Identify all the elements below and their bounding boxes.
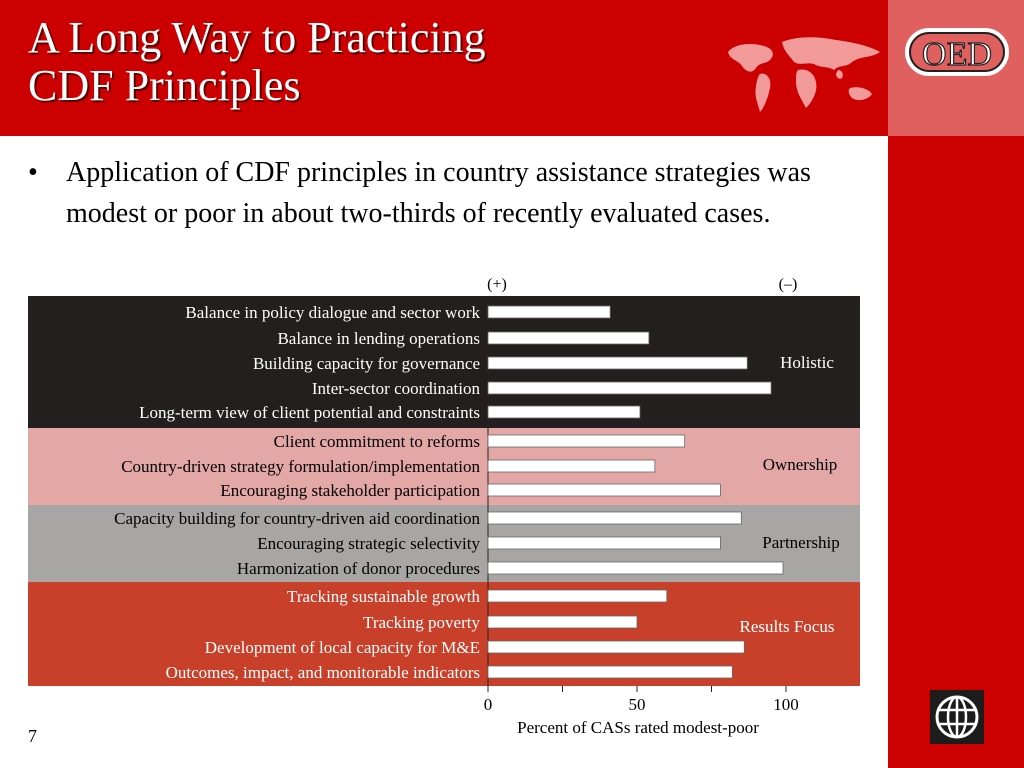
bullet-icon: • xyxy=(28,157,38,188)
bar xyxy=(488,562,783,574)
bar xyxy=(488,357,747,369)
category-label: Capacity building for country-driven aid coordination xyxy=(114,509,480,528)
category-label: Harmonization of donor procedures xyxy=(236,559,480,578)
oed-logo-text: OED xyxy=(922,36,992,73)
category-label: Tracking poverty xyxy=(363,613,480,632)
bar xyxy=(488,332,649,344)
category-label: Encouraging stakeholder participation xyxy=(220,481,480,500)
group-label: Holistic xyxy=(780,353,834,372)
bar xyxy=(488,435,685,447)
category-label: Country-driven strategy formulation/implementation xyxy=(121,457,480,476)
bar xyxy=(488,590,667,602)
title-line-1: A Long Way to Practicing xyxy=(28,13,486,62)
x-tick-label: 100 xyxy=(773,695,799,714)
x-axis-title: Percent of CASs rated modest-poor xyxy=(517,718,759,737)
category-label: Balance in policy dialogue and sector work xyxy=(185,303,480,322)
category-label: Tracking sustainable growth xyxy=(287,587,480,606)
category-label: Inter-sector coordination xyxy=(311,379,480,398)
group-label: Results Focus xyxy=(739,617,835,636)
oed-logo xyxy=(905,28,1009,76)
title-line-2: CDF Principles xyxy=(28,61,301,110)
group-label: Partnership xyxy=(762,533,840,552)
bar xyxy=(488,666,732,678)
category-label: Balance in lending operations xyxy=(277,329,480,348)
positive-label: (+) xyxy=(487,276,507,293)
negative-label: (–) xyxy=(778,276,798,293)
category-label: Development of local capacity for M&E xyxy=(204,638,480,657)
world-bank-globe-icon xyxy=(930,690,984,744)
bar xyxy=(488,382,771,394)
bar xyxy=(488,406,640,418)
bullet-text: Application of CDF principles in country assistance strategies was modest or poor in about two-thirds of recently evaluated cases. xyxy=(66,157,811,229)
bar xyxy=(488,512,741,524)
bar xyxy=(488,460,655,472)
category-label: Encouraging strategic selectivity xyxy=(257,534,480,553)
category-label: Outcomes, impact, and monitorable indicators xyxy=(165,663,480,682)
bar xyxy=(488,616,637,628)
bar xyxy=(488,306,610,318)
x-tick-label: 0 xyxy=(483,695,493,714)
bar xyxy=(488,641,744,653)
category-label: Client commitment to reforms xyxy=(273,432,480,451)
category-label: Building capacity for governance xyxy=(252,354,480,373)
page-number: 7 xyxy=(28,726,37,746)
bar xyxy=(488,484,720,496)
bar xyxy=(488,537,720,549)
x-tick-label: 50 xyxy=(628,695,646,714)
group-label: Ownership xyxy=(762,455,838,474)
category-label: Long-term view of client potential and constraints xyxy=(139,403,480,422)
